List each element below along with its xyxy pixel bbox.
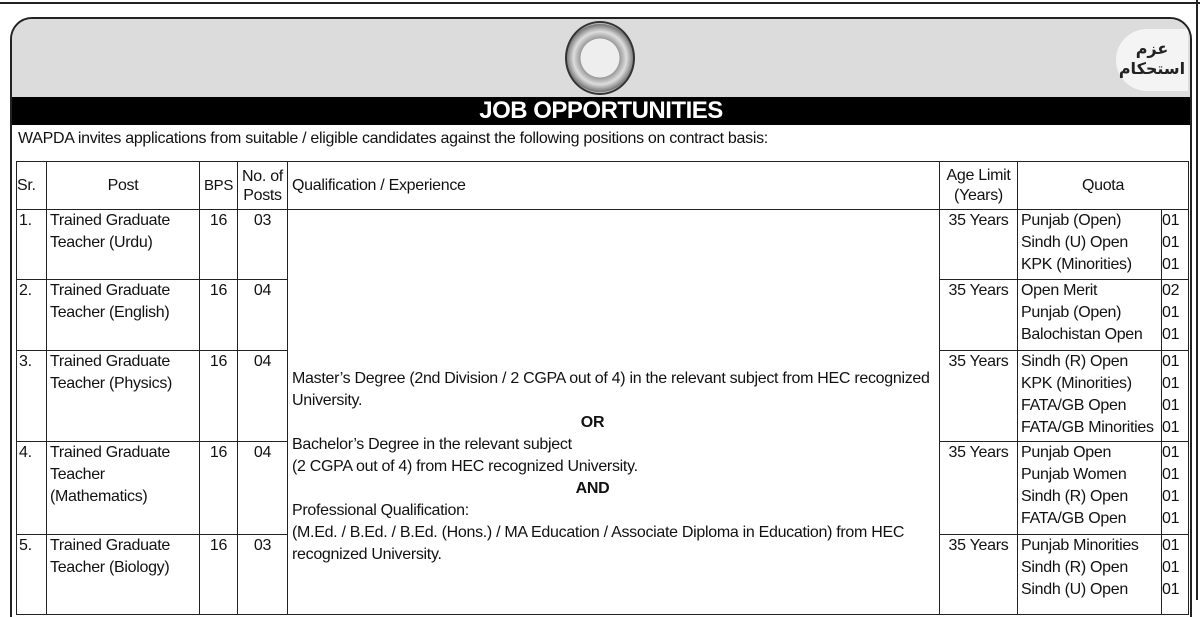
quota-count: 01 (1162, 419, 1180, 436)
azm-istehkam-badge: عزم استحکام (1116, 29, 1188, 91)
row-post: Trained Graduate Teacher (Biology) (47, 535, 200, 615)
quota-category: Punjab Minorities (1021, 537, 1139, 554)
quota-count: 01 (1162, 212, 1180, 229)
row-post: Trained Graduate Teacher (Mathematics) (47, 442, 200, 535)
quota-count: 01 (1162, 234, 1180, 251)
row-quota-names (1018, 351, 1162, 442)
quota-category: Open Merit (1021, 282, 1098, 299)
row-post: Trained Graduate Teacher (Urdu) (47, 210, 200, 280)
table-row (17, 210, 1189, 280)
positions-table (16, 161, 1189, 615)
qualification-line5: (M.Ed. / B.Ed. / B.Ed. (Hons.) / MA Education / Associate Diploma in Education) from HEC recognized University. (292, 524, 905, 563)
quota-count: 01 (1162, 488, 1180, 505)
quota-category: KPK (Minorities) (1021, 256, 1132, 273)
row-age: 35 Years (940, 280, 1018, 351)
row-age: 35 Years (940, 351, 1018, 442)
qualification-cell (288, 210, 940, 615)
row-bps: 16 (200, 210, 238, 280)
row-post: Trained Graduate Teacher (Physics) (47, 351, 200, 442)
quota-category: Punjab Women (1021, 466, 1127, 483)
row-posts: 04 (238, 351, 288, 442)
header-post: Post (47, 162, 200, 210)
quota-category: FATA/GB Open (1021, 397, 1127, 414)
qualification-line2: Bachelor’s Degree in the relevant subject (292, 436, 572, 453)
quota-count: 01 (1162, 466, 1180, 483)
row-quota-counts (1162, 210, 1189, 280)
header-band (12, 19, 1190, 97)
row-post: Trained Graduate Teacher (English) (47, 280, 200, 351)
quota-category: Sindh (U) Open (1021, 234, 1128, 251)
quota-category: Sindh (U) Open (1021, 581, 1128, 598)
quota-count: 02 (1162, 282, 1180, 299)
qualification-or: OR (580, 414, 605, 431)
page-title: JOB OPPORTUNITIES (12, 97, 1190, 125)
table-header-row (17, 162, 1189, 210)
quota-count: 01 (1162, 444, 1180, 461)
row-quota-names (1018, 442, 1162, 535)
quota-count: 01 (1162, 537, 1180, 554)
quota-category: Punjab (Open) (1021, 212, 1122, 229)
quota-category: KPK (Minorities) (1021, 375, 1132, 392)
quota-count: 01 (1162, 256, 1180, 273)
job-ad (10, 17, 1192, 617)
row-bps: 16 (200, 351, 238, 442)
row-posts: 03 (238, 210, 288, 280)
row-sr: 5. (17, 535, 47, 615)
row-age: 35 Years (940, 442, 1018, 535)
quota-count: 01 (1162, 353, 1180, 370)
qualification-and: AND (575, 480, 610, 497)
row-bps: 16 (200, 535, 238, 615)
quota-category: FATA/GB Minorities (1021, 419, 1154, 436)
quota-count: 01 (1162, 375, 1180, 392)
header-bps: BPS (200, 162, 238, 210)
row-quota-counts (1162, 351, 1189, 442)
row-age: 35 Years (940, 210, 1018, 280)
quota-category: Balochistan Open (1021, 326, 1143, 343)
row-posts: 04 (238, 280, 288, 351)
row-posts: 04 (238, 442, 288, 535)
row-sr: 1. (17, 210, 47, 280)
row-bps: 16 (200, 442, 238, 535)
row-quota-names (1018, 280, 1162, 351)
quota-category: Sindh (R) Open (1021, 488, 1128, 505)
row-sr: 3. (17, 351, 47, 442)
quota-category: Sindh (R) Open (1021, 559, 1128, 576)
page-right-rule (1196, 0, 1198, 600)
header-qualification: Qualification / Experience (288, 162, 940, 210)
page-top-rule (0, 0, 1200, 4)
wapda-logo-icon (565, 21, 635, 95)
row-sr: 4. (17, 442, 47, 535)
row-quota-counts (1162, 280, 1189, 351)
row-posts: 03 (238, 535, 288, 615)
header-sr: Sr. (17, 162, 47, 210)
row-bps: 16 (200, 280, 238, 351)
qualification-line4: Professional Qualification: (292, 502, 469, 519)
quota-count: 01 (1162, 397, 1180, 414)
row-quota-counts (1162, 442, 1189, 535)
quota-count: 01 (1162, 581, 1180, 598)
row-age: 35 Years (940, 535, 1018, 615)
row-quota-counts (1162, 535, 1189, 615)
quota-category: FATA/GB Open (1021, 510, 1127, 527)
header-posts: No. of Posts (238, 162, 288, 210)
row-sr: 2. (17, 280, 47, 351)
qualification-line1: Master’s Degree (2nd Division / 2 CGPA out of 4) in the relevant subject from HEC recognized University. (292, 370, 930, 409)
quota-category: Sindh (R) Open (1021, 353, 1128, 370)
quota-count: 01 (1162, 510, 1180, 527)
row-quota-names (1018, 210, 1162, 280)
intro-text: WAPDA invites applications from suitable / eligible candidates against the following positions on contract basis: (18, 130, 768, 147)
row-quota-names (1018, 535, 1162, 615)
qualification-line3: (2 CGPA out of 4) from HEC recognized University. (292, 458, 638, 475)
quota-count: 01 (1162, 326, 1180, 343)
quota-count: 01 (1162, 559, 1180, 576)
quota-category: Punjab Open (1021, 444, 1112, 461)
quota-count: 01 (1162, 304, 1180, 321)
header-quota: Quota (1018, 162, 1189, 210)
header-age: Age Limit (Years) (940, 162, 1018, 210)
quota-category: Punjab (Open) (1021, 304, 1122, 321)
